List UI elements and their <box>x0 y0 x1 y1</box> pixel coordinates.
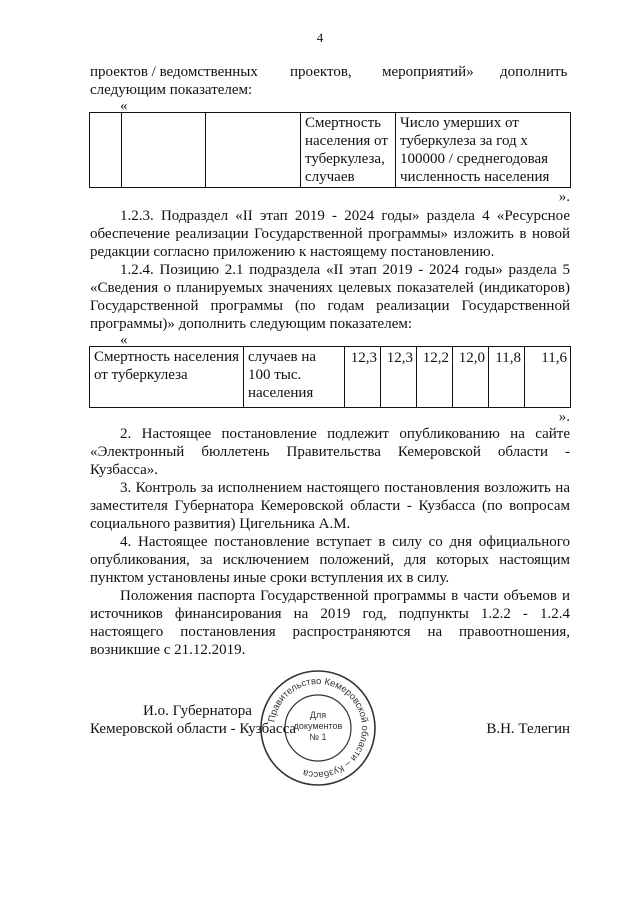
quote-open: « <box>120 98 128 114</box>
cell-line: от туберкулеза <box>94 367 188 383</box>
cell-line: населения <box>248 385 314 401</box>
value-cell: 12,3 <box>381 347 417 408</box>
stamp-center-line: документов <box>293 721 343 731</box>
word: проектов, <box>290 64 352 80</box>
quote-close: ». <box>558 409 570 425</box>
text-line: «Сведения о планируемых значениях целевых показателей (индикаторов) <box>90 280 570 296</box>
value-cell: 12,2 <box>417 347 453 408</box>
indicator-cell <box>301 113 396 188</box>
text-line: возникшие с 21.12.2019. <box>90 642 246 658</box>
text-line: опубликования, за исключением положений, для которых настоящим <box>90 552 570 568</box>
cell-line: туберкулеза, <box>305 151 385 167</box>
text-line: 1.2.4. Позицию 2.1 подраздела «II этап 2019 - 2024 годы» раздела 5 <box>120 262 570 278</box>
quote-close: ». <box>558 189 570 205</box>
cell-line: Смертность населения <box>94 349 239 365</box>
quote-open: « <box>120 332 128 348</box>
page-number: 4 <box>316 30 324 45</box>
text-line: следующим показателем: <box>90 82 253 98</box>
text-line: редакции согласно приложению к настоящему постановлению. <box>90 244 495 260</box>
text-line: «Электронный бюллетень Правительства Кемеровской области - <box>90 444 570 460</box>
table-row <box>90 113 571 188</box>
indicator-table-1 <box>89 112 571 188</box>
word: проектов / ведомственных <box>90 64 258 80</box>
cell-line: туберкулеза за год х <box>400 133 528 149</box>
value-cell: 11,8 <box>489 347 525 408</box>
cell-line: населения от <box>305 133 388 149</box>
text-line: 4. Настоящее постановление вступает в силу со дня официального <box>120 534 570 550</box>
text-line: Положения паспорта Государственной программы в части объемов и <box>120 588 570 604</box>
indicator-cell <box>90 347 244 408</box>
stamp-center-line: Для <box>309 710 327 720</box>
word: дополнить <box>500 64 568 80</box>
signatory-title: И.о. Губернатора <box>143 703 252 719</box>
method-cell <box>396 113 571 188</box>
cell-line: случаев на <box>248 349 317 365</box>
stamp-ring-text: Правительство Кемеровской области – Кузбасса <box>266 675 371 781</box>
text-line: 2. Настоящее постановление подлежит опубликованию на сайте <box>120 426 570 442</box>
table-row <box>90 347 571 408</box>
text-line: Кузбасса». <box>90 462 158 478</box>
table-cell <box>206 113 301 188</box>
text-line: заместителя Губернатора Кемеровской области - Кузбасса (по вопросам <box>90 498 570 514</box>
text-line: социального развития) Цигельника А.М. <box>90 516 351 532</box>
text-line: обеспечение реализации Государственной программы» изложить в новой <box>90 226 570 242</box>
value-cell: 12,3 <box>345 347 381 408</box>
text-line: 1.2.3. Подраздел «II этап 2019 - 2024 годы» раздела 4 «Ресурсное <box>120 208 570 224</box>
value-cell: 11,6 <box>525 347 571 408</box>
value-cell: 12,0 <box>453 347 489 408</box>
text-line: 3. Контроль за исполнением настоящего постановления возложить на <box>120 480 570 496</box>
unit-cell <box>244 347 345 408</box>
signatory-title: Кемеровской области - Кузбасса <box>90 721 297 737</box>
indicator-table-2 <box>89 346 571 408</box>
text-line: программы)» дополнить следующим показателем: <box>90 316 413 332</box>
cell-line: Число умерших от <box>400 115 519 131</box>
text-line: настоящего постановления распространяются на правоотношения, <box>90 624 570 640</box>
text-line: пунктом установлены иные сроки вступления их в силу. <box>90 570 450 586</box>
stamp-center-line: № 1 <box>309 732 327 742</box>
cell-line: Смертность <box>305 115 381 131</box>
cell-line: 100 тыс. <box>248 367 302 383</box>
cell-line: численность населения <box>400 169 550 185</box>
text-line: Государственной программы (по годам реализации Государственной <box>90 298 570 314</box>
signatory-name: В.Н. Телегин <box>486 721 570 737</box>
cell-line: случаев <box>305 169 355 185</box>
text-line: источников финансирования на 2019 год, подпункты 1.2.2 - 1.2.4 <box>90 606 570 622</box>
table-cell <box>90 113 122 188</box>
cell-line: 100000 / среднегодовая <box>400 151 549 167</box>
word: мероприятий» <box>382 64 474 80</box>
table-cell <box>122 113 206 188</box>
